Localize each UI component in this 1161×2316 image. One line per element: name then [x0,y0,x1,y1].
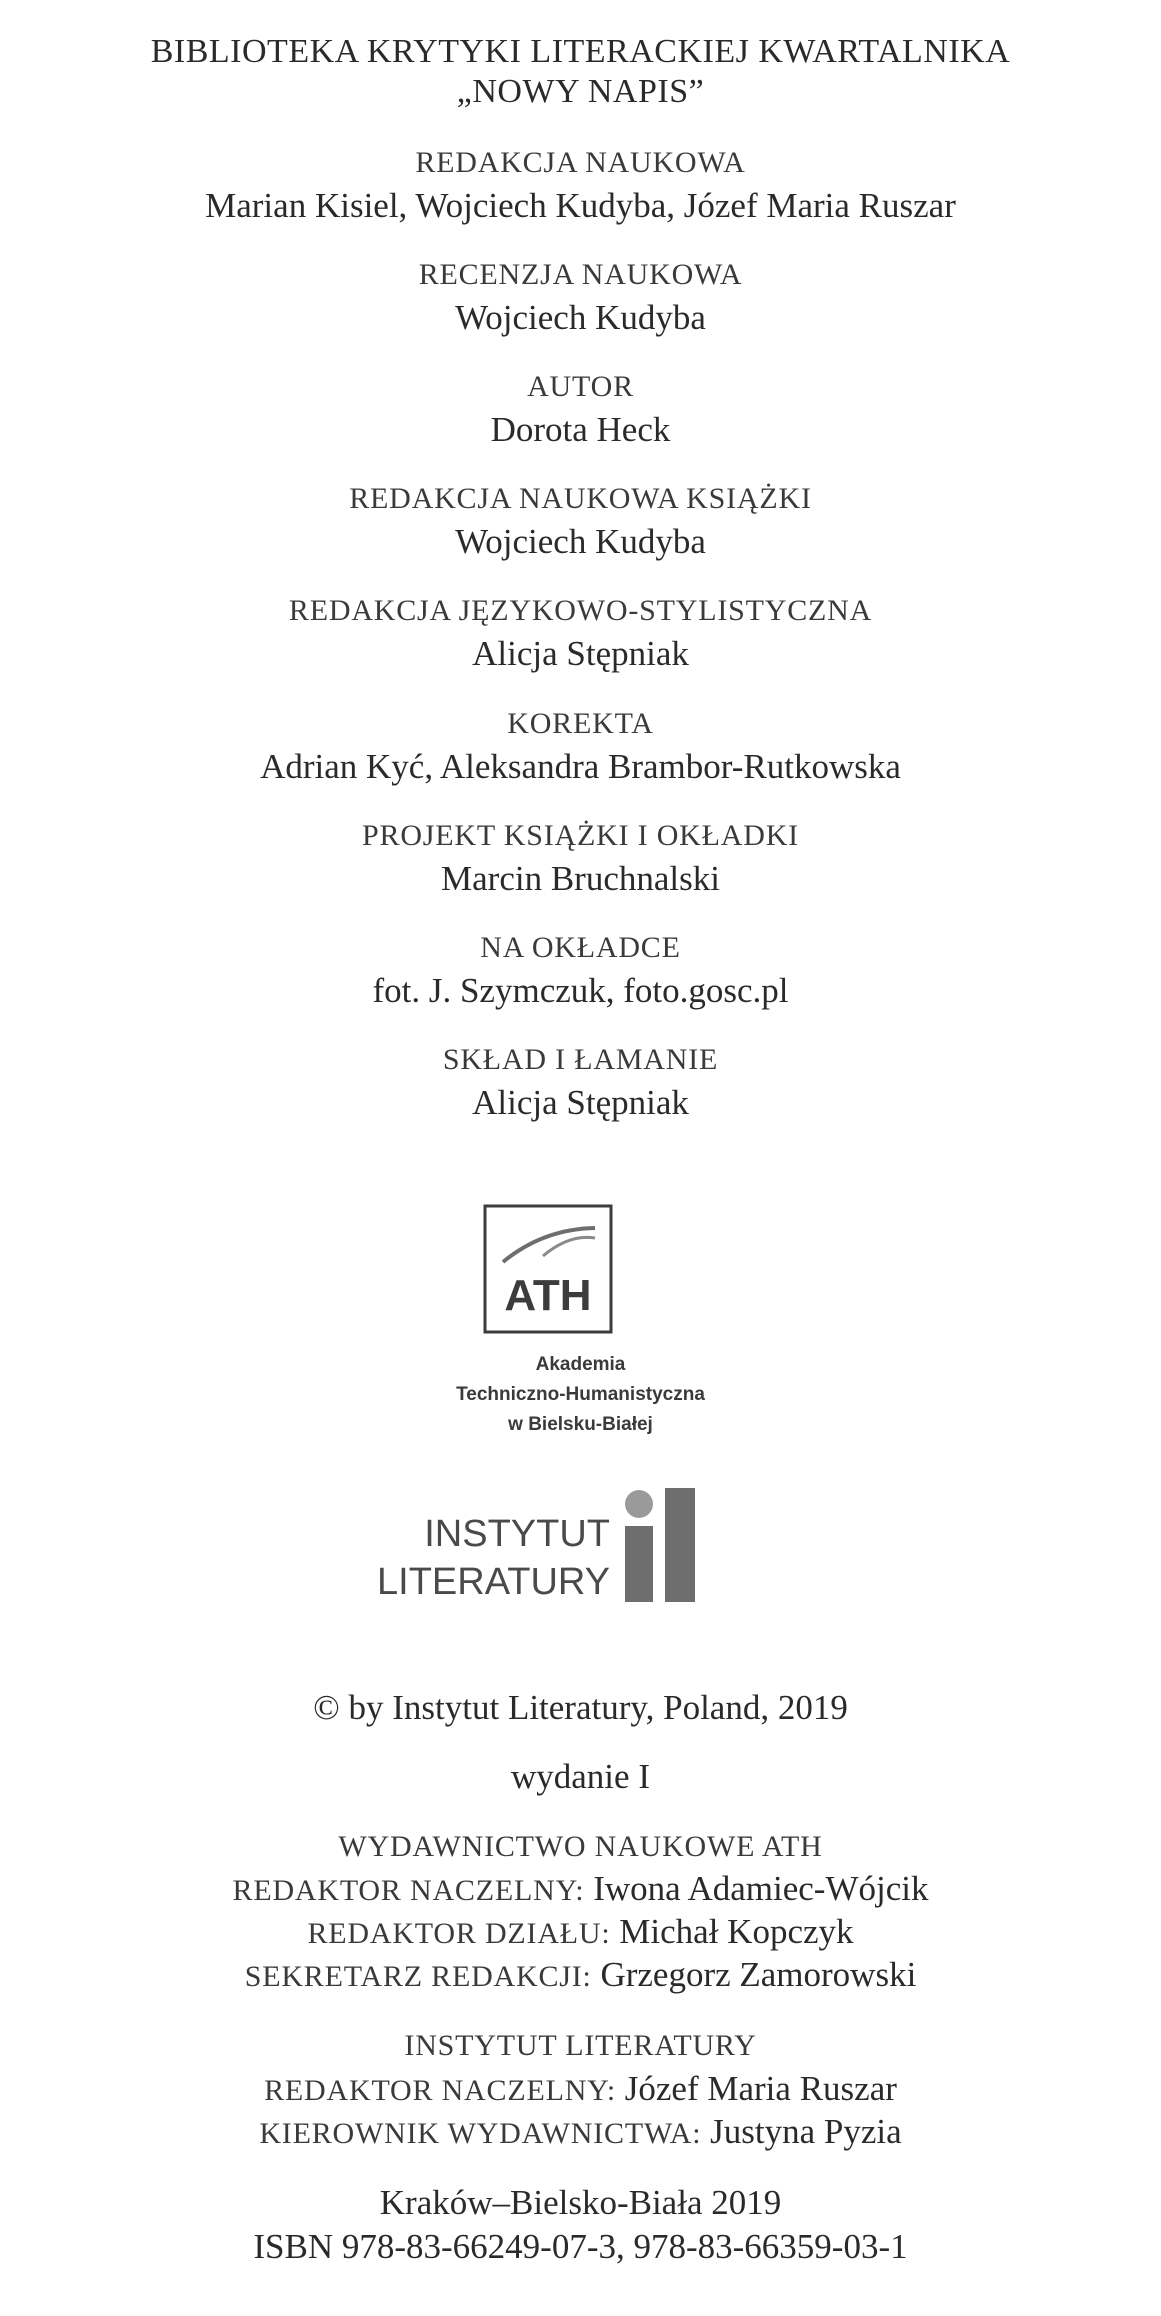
credit-label-cover: NA OKŁADCE [480,931,681,964]
publisher-il-name: INSTYTUT LITERATURY [404,2029,757,2062]
instytut-literatury-logo-icon [377,1484,724,1608]
svg-text:LITERATURY: LITERATURY [377,1561,610,1603]
credit-value-typesetting: Alicja Stępniak [472,1083,689,1122]
credit-value-review: Wojciech Kudyba [455,298,706,337]
ath-logo-icon [483,1204,613,1334]
publisher-il-editor [0,2069,1161,2111]
ath-caption-line3: w Bielsku-Białej [508,1414,653,1435]
publisher-ath-secretary [0,1955,1161,1997]
credit-value-book-editor: Wojciech Kudyba [455,522,706,561]
credit-label-language-editor: REDAKCJA JĘZYKOWO-STYLISTYCZNA [288,594,873,627]
publisher-ath-section-name: Michał Kopczyk [619,1912,854,1951]
place-year-line: Kraków–Bielsko-Biała 2019 [379,2183,782,2222]
credit-label-proofreading: KOREKTA [507,707,654,740]
credit-label-design: PROJEKT KSIĄŻKI I OKŁADKI [362,819,799,852]
credit-value-design: Marcin Bruchnalski [441,859,720,898]
publisher-ath-name: WYDAWNICTWO NAUKOWE ATH [338,1830,823,1863]
credit-value-cover: fot. J. Szymczuk, foto.gosc.pl [372,971,789,1010]
publisher-ath-secretary-name: Grzegorz Zamorowski [600,1955,917,1994]
copyright-line: © by Instytut Literatury, Poland, 2019 [313,1688,848,1727]
publisher-il-editor-name: Józef Maria Ruszar [624,2069,897,2108]
series-title-line1: BIBLIOTEKA KRYTYKI LITERACKIEJ KWARTALNIKA [150,33,1011,70]
ath-caption-line2: Techniczno-Humanistyczna [456,1384,705,1405]
publisher-ath-secretary-label: SEKRETARZ REDAKCJI: [244,1960,592,1993]
publisher-ath-section-editor [0,1912,1161,1954]
credit-value-scientific-editors: Marian Kisiel, Wojciech Kudyba, Józef Maria Ruszar [205,186,956,225]
publisher-ath-editor-label: REDAKTOR NACZELNY: [232,1874,585,1907]
credit-label-typesetting: SKŁAD I ŁAMANIE [442,1043,719,1076]
series-title-line2: „NOWY NAPIS” [456,73,705,110]
publisher-ath-editor [0,1869,1161,1911]
credit-label-scientific-editors: REDAKCJA NAUKOWA [415,146,746,179]
edition-line: wydanie I [511,1757,650,1796]
svg-text:INSTYTUT: INSTYTUT [424,1513,610,1555]
credit-label-book-editor: REDAKCJA NAUKOWA KSIĄŻKI [349,482,812,515]
credit-value-language-editor: Alicja Stępniak [472,634,689,673]
publisher-il-editor-label: REDAKTOR NACZELNY: [264,2074,617,2107]
ath-caption-line1: Akademia [535,1354,626,1375]
publisher-il-manager-name: Justyna Pyzia [710,2112,902,2151]
credit-value-author: Dorota Heck [490,410,671,449]
credit-label-review: RECENZJA NAUKOWA [418,258,743,291]
svg-text:ATH: ATH [504,1271,592,1320]
publisher-il-manager-label: KIEROWNIK WYDAWNICTWA: [259,2117,702,2150]
publisher-ath-editor-name: Iwona Adamiec-Wójcik [593,1869,929,1908]
publisher-ath-section-label: REDAKTOR DZIAŁU: [307,1917,611,1950]
credit-label-author: AUTOR [527,370,634,403]
publisher-il-manager [0,2112,1161,2154]
isbn-line: ISBN 978-83-66249-07-3, 978-83-66359-03-1 [253,2227,908,2266]
credit-value-proofreading: Adrian Kyć, Aleksandra Brambor-Rutkowska [260,747,901,786]
